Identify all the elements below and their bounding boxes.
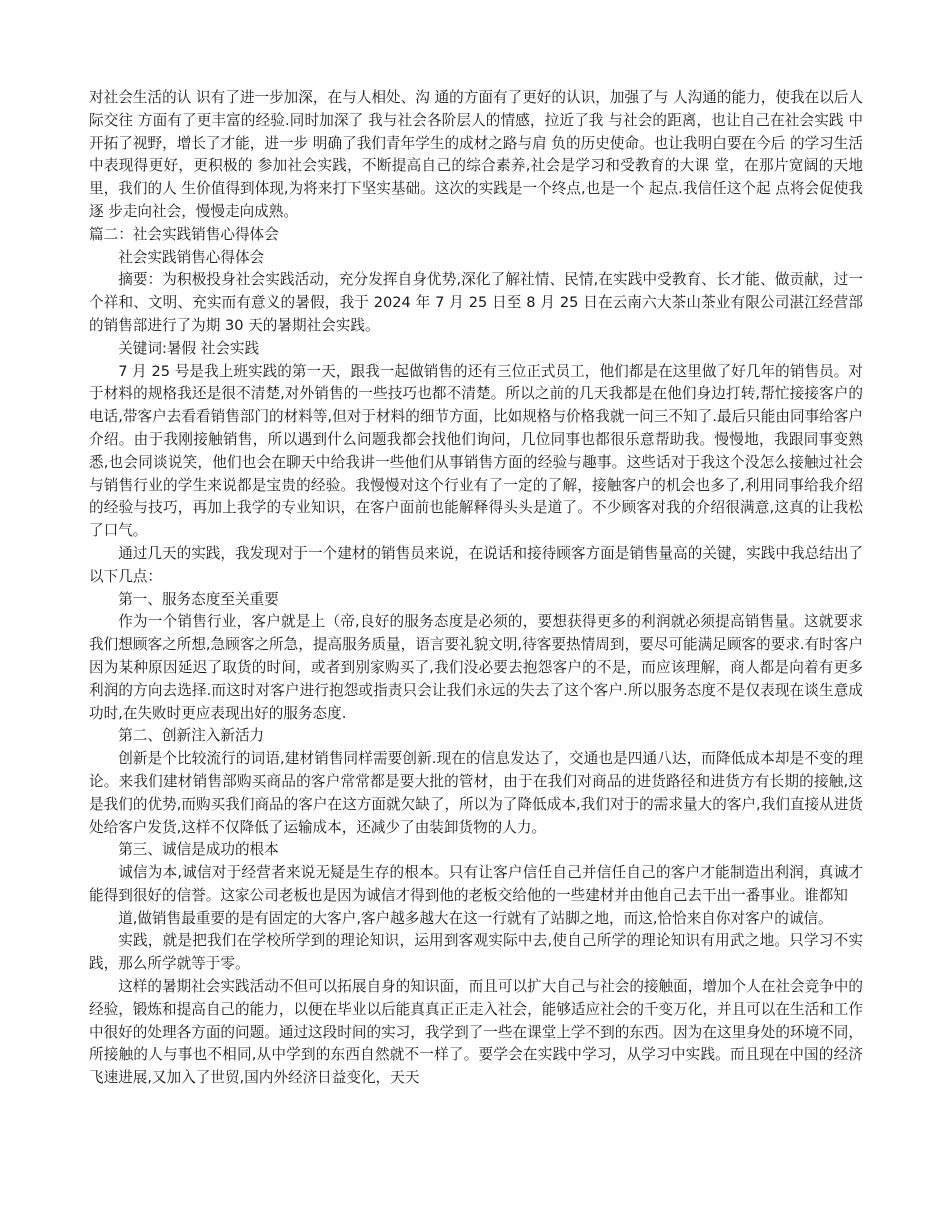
abstract-paragraph: 摘要：为积极投身社会实践活动，充分发挥自身优势,深化了解社情、民情,在实践中受教育、长才能、做贡献，过一个祥和、文明、充实而有意义的暑假，我于 2024 年 7 月 25 日至 8 月 25 日在云南六大茶山茶业有限公司湛江经营部的销售部进行了为期 30 天的暑期社会实践。 <box>89 271 863 334</box>
point-heading-2: 第二、创新注入新活力 <box>118 727 265 745</box>
point-heading-3: 第三、诚信是成功的根本 <box>118 841 279 859</box>
body-paragraph: 诚信为本,诚信对于经营者来说无疑是生存的根本。只有让客户信任自己并信任自己的客户才能制造出利润，真诚才能得到很好的信誉。这家公司老板也是因为诚信才得到他的老板交给他的一些建材并由他自己去干出一番事业。谁都知 <box>89 864 863 904</box>
article-title: 社会实践销售心得体会 <box>118 248 265 266</box>
section-title: 篇二：社会实践销售心得体会 <box>89 225 279 243</box>
point-heading-1: 第一、服务态度至关重要 <box>118 590 279 608</box>
body-paragraph: 创新是个比较流行的词语,建材销售同样需要创新.现在的信息发达了，交通也是四通八达，而降低成本却是不变的理论。来我们建材销售部购买商品的客户常常都是要大批的管材，由于在我们对商品的进货路径和进货方有长期的接触,这是我们的优势,而购买我们商品的客户在这方面就欠缺了，所以为了降低成本,我们对于的需求量大的客户,我们直接从进货处给客户发货,这样不仅降低了运输成本，还减少了由装卸货物的人力。 <box>89 750 863 836</box>
body-paragraph: 道,做销售最重要的是有固定的大客户,客户越多越大在这一行就有了站脚之地，而这,恰恰来自你对客户的诚信。 <box>118 909 833 927</box>
paragraph-intro-continued: 对社会生活的认 识有了进一步加深，在与人相处、沟 通的方面有了更好的认识，加强了与 人沟通的能力，使我在以后人际交往 方面有了更丰富的经验.同时加深了 我与社会各阶层人的情感，拉近了我 与社会的距离，也让自己在社会实践 中开拓了视野，增长了才能，进一步 明确了我们青年学生的成材之路与肩 负的历史使命。也让我明白要在今后 的学习生活中表现得更好，更积极的 参加社会实践，不断提高自己的综合素养,社会是学习和受教育的大课 堂，在那片宽阔的天地里，我们的人 生价值得到体现,为将来打下坚实基础。这次的实践是一个终点,也是一个 起点.我信任这个起 点将会促使我逐 步走向社会，慢慢走向成熟。 <box>89 89 863 220</box>
body-paragraph: 通过几天的实践，我发现对于一个建材的销售员来说，在说话和接待顾客方面是销售量高的关键，实践中我总结出了以下几点： <box>89 544 863 585</box>
body-paragraph: 作为一个销售行业，客户就是上（帝,良好的服务态度是必须的，要想获得更多的利润就必须提高销售量。这就要求我们想顾客之所想,急顾客之所急，提高服务质量，语言要礼貌文明,待客要热情周到，要尽可能满足顾客的要求.有时客户因为某种原因延迟了取货的时间，或者到别家购买了,我们没必要去抱怨客户的不是，而应该理解，商人都是向着有更多利润的方向去选择.而这时对客户进行抱怨或指责只会让我们永远的失去了这个客户.所以服务态度不是仅表现在谈生意成功时,在失败时更应表现出好的服务态度. <box>89 613 863 722</box>
body-paragraph: 7 月 25 号是我上班实践的第一天，跟我一起做销售的还有三位正式员工，他们都是在这里做了好几年的销售员。对于材料的规格我还是很不清楚,对外销售的一些技巧也都不清楚。所以之前的几天我都是在他们身边打转,帮忙接接客户的电话,带客户去看看销售部门的材料等,但对于材料的细节方面，比如规格与价格我就一问三不知了.最后只能由同事给客户介绍。由于我刚接触销售，所以遇到什么问题我都会找他们询问，几位同事也都很乐意帮助我。慢慢地，我跟同事变熟悉,也会同谈说笑，他们也会在聊天中给我讲一些他们从事销售方面的经验与趣事。这些话对于我这个没怎么接触过社会与销售行业的学生来说都是宝贵的经验。我慢慢对这个行业有了一定的了解，接触客户的机会也多了,利用同事给我介绍的经验与技巧，再加上我学的专业知识，在客户面前也能解释得头头是道了。不少顾客对我的介绍很满意,这真的让我松了口气。 <box>89 362 863 540</box>
keywords-line: 关键词:暑假 社会实践 <box>118 339 260 357</box>
body-paragraph: 实践，就是把我们在学校所学到的理论知识，运用到客观实际中去,使自己所学的理论知识有用武之地。只学习不实践，那么所学就等于零。 <box>89 932 863 973</box>
body-paragraph: 这样的暑期社会实践活动不但可以拓展自身的知识面，而且可以扩大自己与社会的接触面，增加个人在社会竞争中的经验，锻炼和提高自己的能力，以便在毕业以后能真真正正走入社会，能够适应社会的千变万化，并且可以在生活和工作中很好的处理各方面的问题。通过这段时间的实习，我学到了一些在课堂上学不到的东西。因为在这里身处的环境不同，所接触的人与事也不相同,从中学到的东西自然就不一样了。要学会在实践中学习，从学习中实践。而且现在中国的经济飞速进展,又加入了世贸,国内外经济日益变化，天天 <box>89 978 863 1087</box>
document-body <box>89 87 863 1090</box>
